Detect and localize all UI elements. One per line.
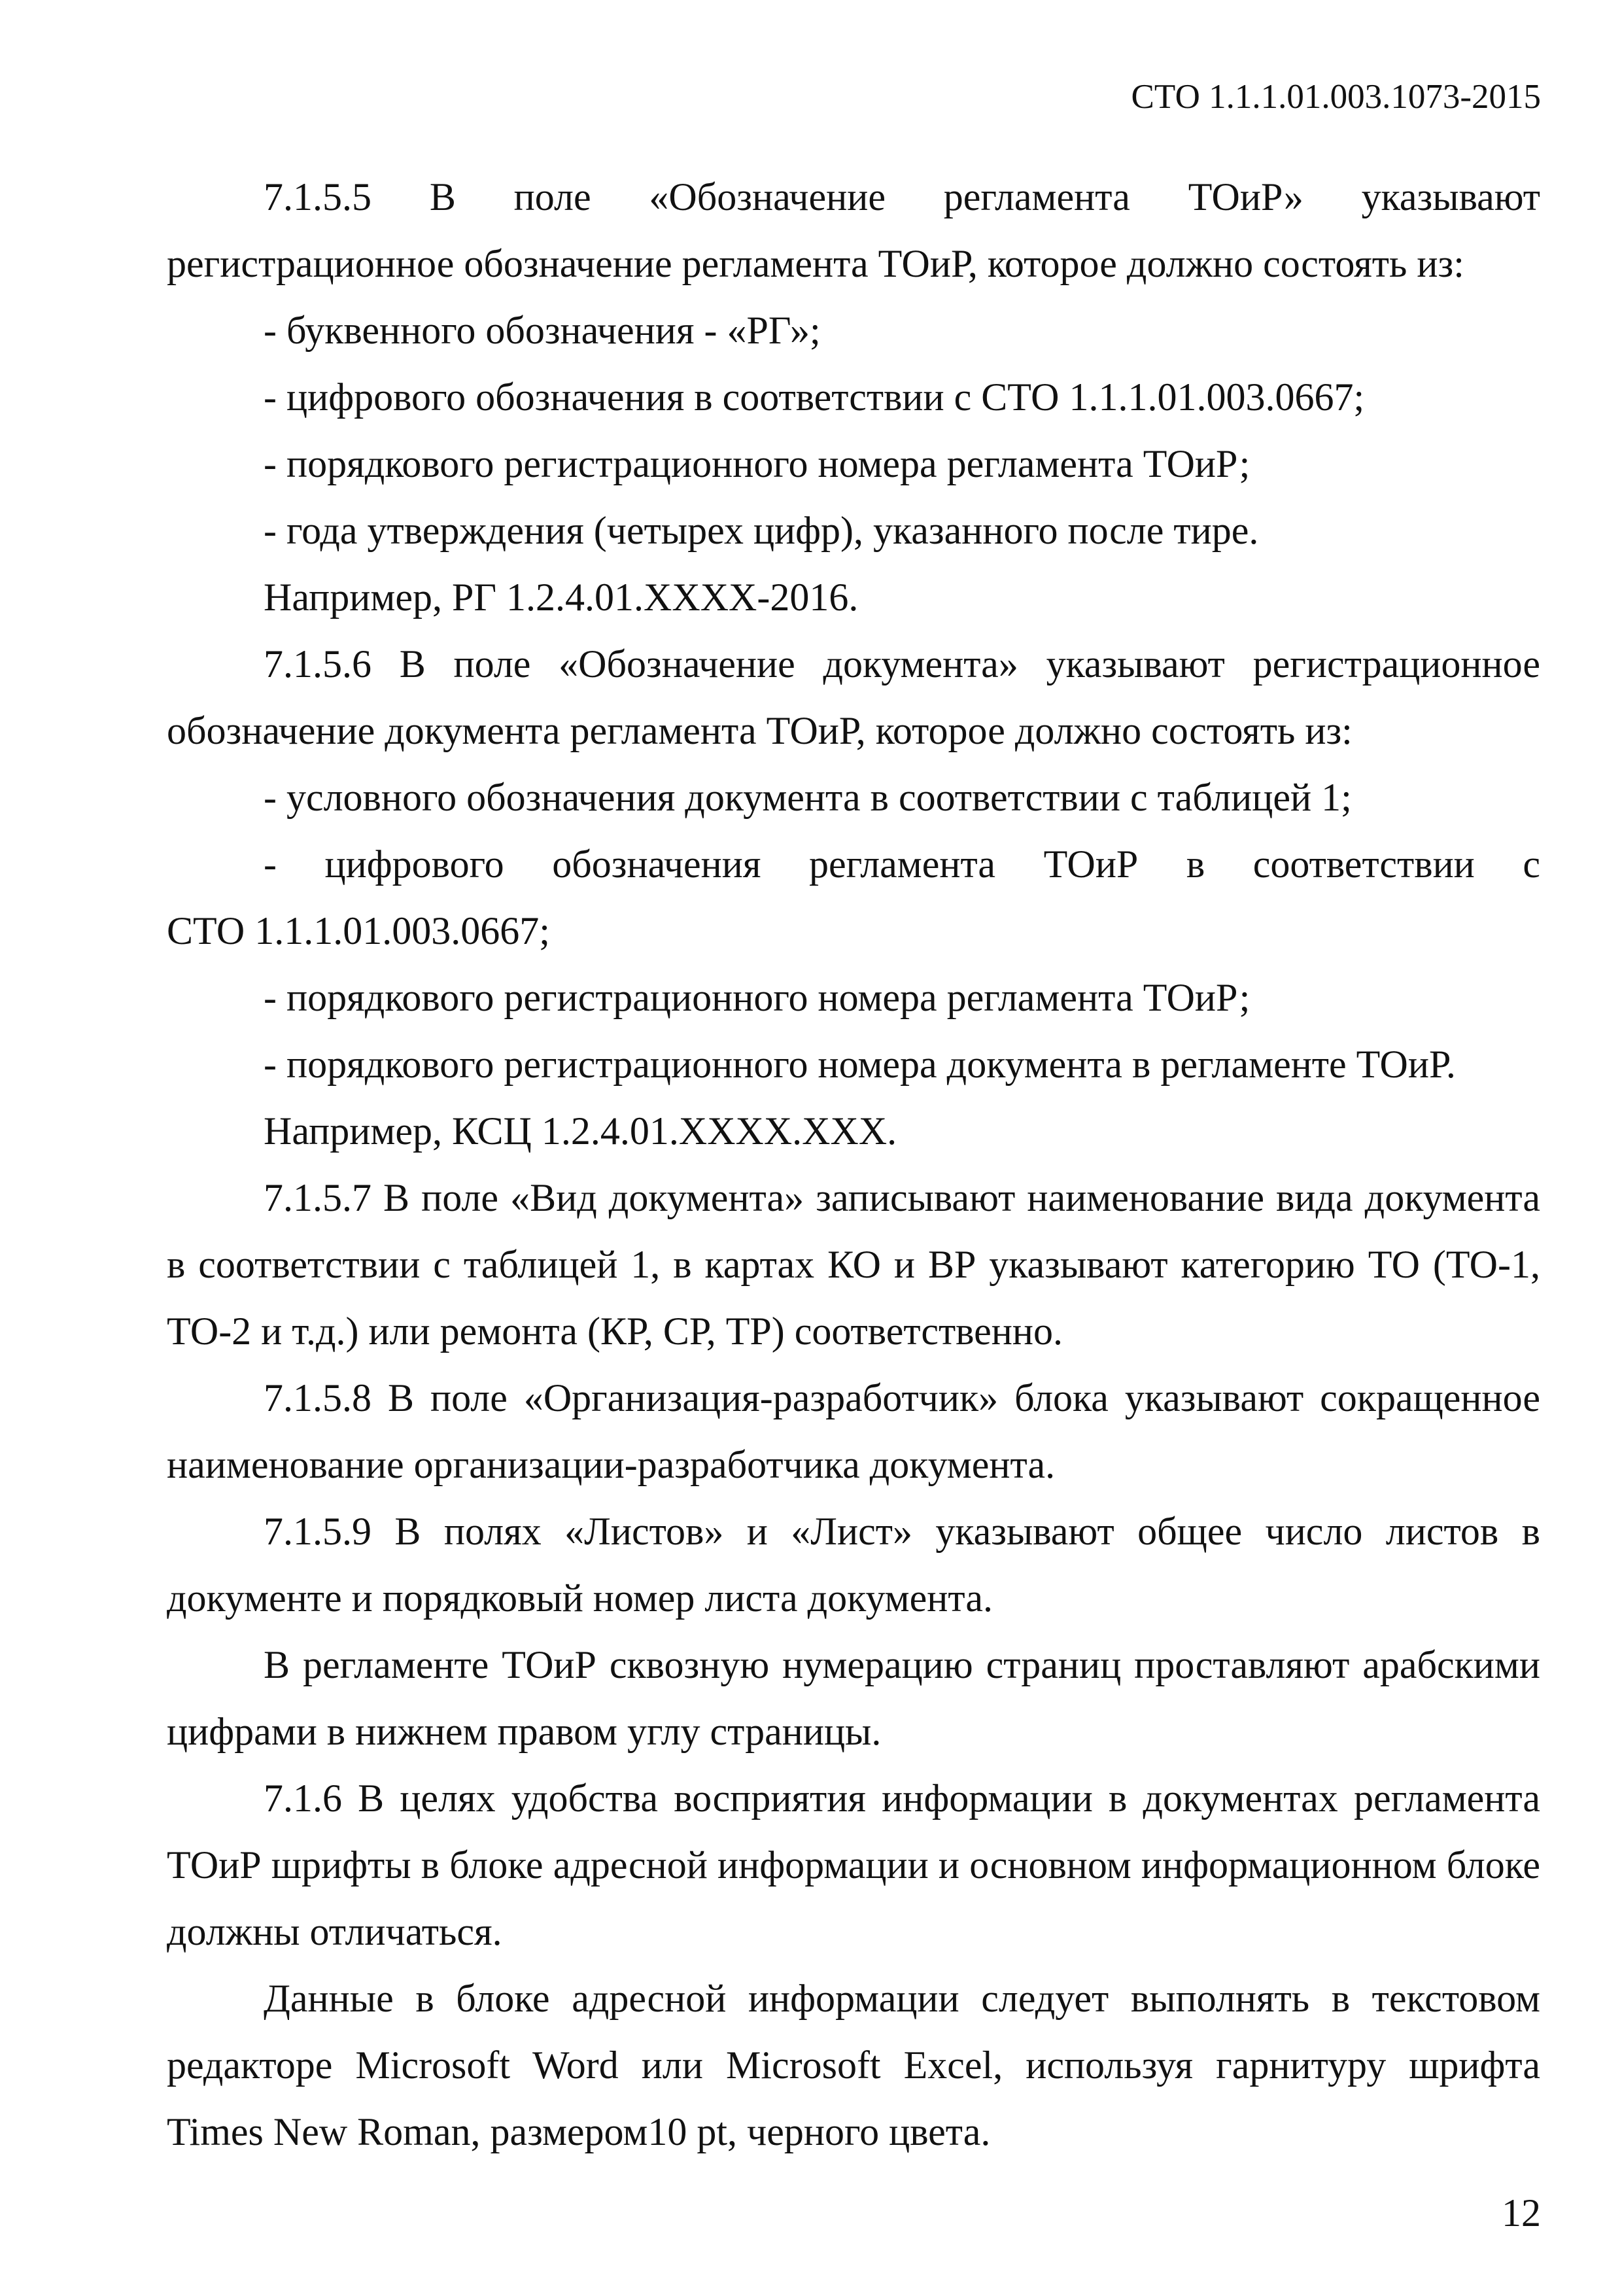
list-item: - цифрового обозначения в соответствии с СТО 1.1.1.01.003.0667; bbox=[264, 375, 1365, 419]
document-header: СТО 1.1.1.01.003.1073-2015 bbox=[1131, 78, 1541, 116]
paragraph-7-1-6: 7.1.6 В целях удобства восприятия информации в документах регламента ТОиР шрифты в блоке адресной информации и основном информационном блоке должны отличаться. bbox=[167, 1777, 1540, 1953]
list-item: - порядкового регистрационного номера регламента ТОиР; bbox=[264, 976, 1251, 1019]
paragraph-font-requirements: Данные в блоке адресной информации следует выполнять в текстовом редакторе Microsoft Word или Microsoft Excel, используя гарнитуру шрифта Times New Roman, размером10 pt, черного цвета. bbox=[167, 1977, 1540, 2153]
list-item: - условного обозначения документа в соответствии с таблицей 1; bbox=[264, 776, 1352, 819]
list-item-continuation: СТО 1.1.1.01.003.0667; bbox=[167, 909, 550, 952]
list-item: - года утверждения (четырех цифр), указанного после тире. bbox=[264, 509, 1259, 552]
example-text: Например, РГ 1.2.4.01.ХХХХ-2016. bbox=[264, 576, 859, 619]
list-item: - буквенного обозначения - «РГ»; bbox=[264, 309, 821, 352]
paragraph-7-1-5-5: 7.1.5.5 В поле «Обозначение регламента ТОиР» указывают регистрационное обозначение регламента ТОиР, которое должно состоять из: bbox=[167, 175, 1540, 285]
list-item: - порядкового регистрационного номера документа в регламенте ТОиР. bbox=[264, 1043, 1456, 1086]
list-item: - порядкового регистрационного номера регламента ТОиР; bbox=[264, 442, 1251, 485]
page-number: 12 bbox=[1502, 2191, 1541, 2235]
example-text: Например, КСЦ 1.2.4.01.ХХХХ.ХХХ. bbox=[264, 1109, 897, 1153]
paragraph-7-1-5-8: 7.1.5.8 В поле «Организация-разработчик» блока указывают сокращенное наименование организации-разработчика документа. bbox=[167, 1376, 1540, 1486]
document-body bbox=[167, 164, 1540, 2165]
paragraph-7-1-5-7: 7.1.5.7 В поле «Вид документа» записывают наименование вида документа в соответствии с таблицей 1, в картах КО и ВР указывают категорию ТО (ТО-1, ТО-2 и т.д.) или ремонта (КР, СР, ТР) соответственно. bbox=[167, 1176, 1540, 1353]
paragraph-7-1-5-6: 7.1.5.6 В поле «Обозначение документа» указывают регистрационное обозначение документа регламента ТОиР, которое должно состоять из: bbox=[167, 642, 1540, 752]
paragraph-7-1-5-9: 7.1.5.9 В полях «Листов» и «Лист» указывают общее число листов в документе и порядковый номер листа документа. bbox=[167, 1510, 1540, 1620]
list-item: - цифрового обозначения регламента ТОиР в соответствии с bbox=[264, 843, 1540, 886]
paragraph-page-numbering: В регламенте ТОиР сквозную нумерацию страниц проставляют арабскими цифрами в нижнем правом углу страницы. bbox=[167, 1643, 1540, 1753]
